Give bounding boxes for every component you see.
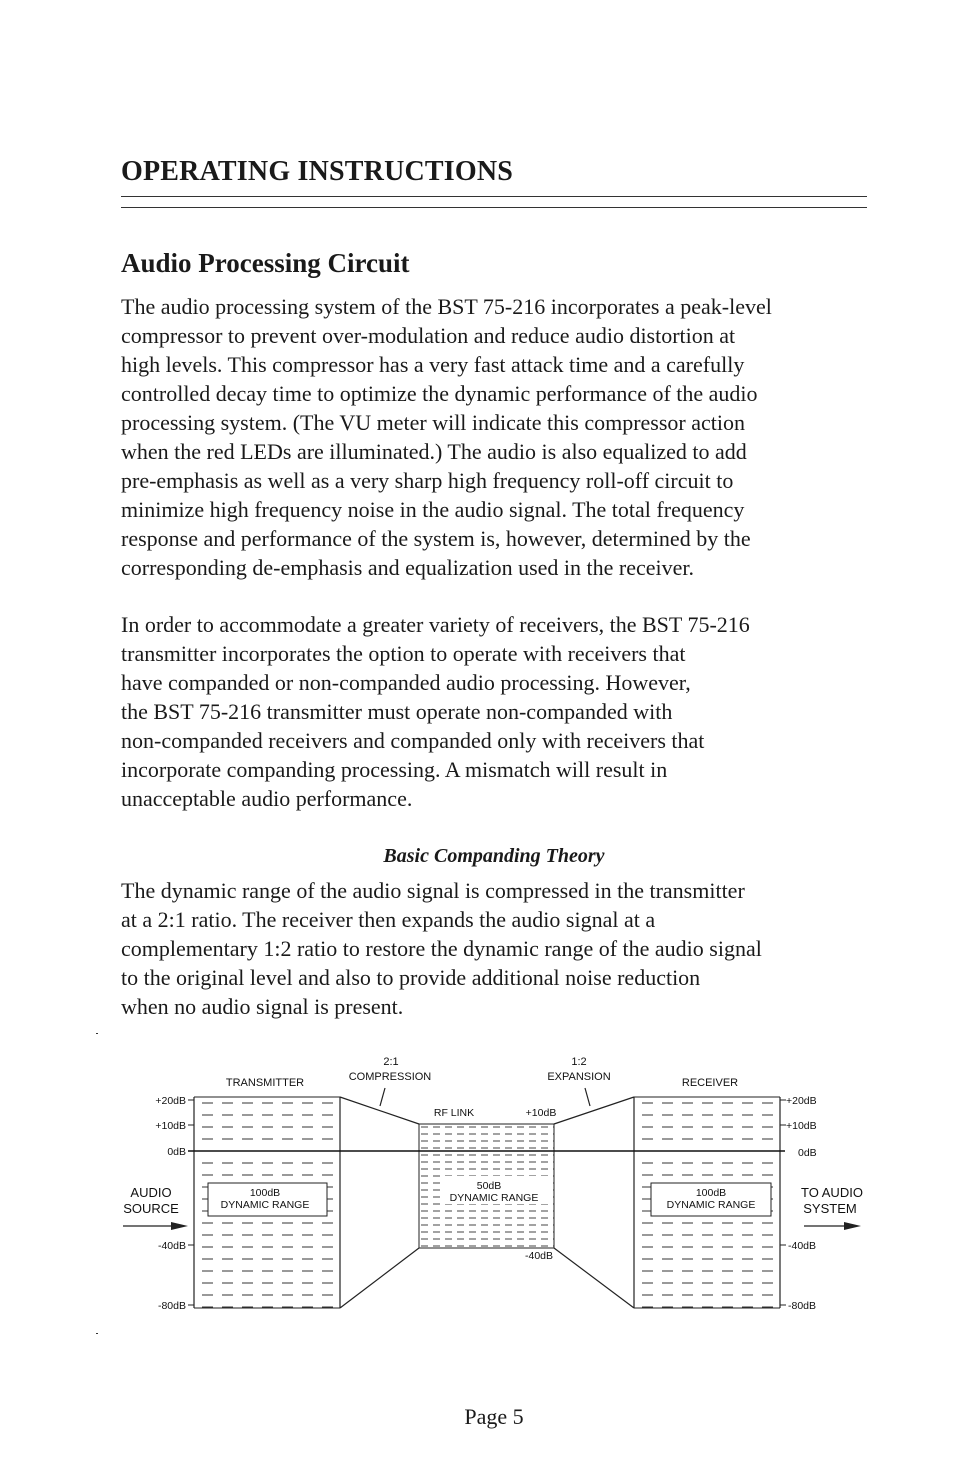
- paragraph-companding-options: [121, 610, 871, 813]
- arrow-right-icon: [171, 1222, 188, 1230]
- rx-range-label: DYNAMIC RANGE: [666, 1199, 756, 1211]
- text-line: incorporate companding processing. A mismatch will result in: [121, 757, 668, 782]
- paragraph-audio-processing: [121, 292, 871, 582]
- rf-minus40-label: -40dB: [524, 1250, 554, 1262]
- text-line: when the red LEDs are illuminated.) The audio is also equalized to add: [121, 439, 747, 464]
- theory-heading: Basic Companding Theory: [383, 845, 605, 867]
- page-title: OPERATING INSTRUCTIONS: [121, 156, 514, 187]
- to-audio-label: TO AUDIO: [801, 1185, 863, 1200]
- right-level-label: +10dB: [786, 1120, 817, 1132]
- expansion-pointer: [585, 1088, 590, 1106]
- title-rule-bottom: [121, 207, 867, 208]
- text-line: non-companded receivers and companded only with receivers that: [121, 728, 705, 753]
- compression-bottom-line: [340, 1248, 419, 1308]
- text-line: controlled decay time to optimize the dynamic performance of the audio: [121, 381, 758, 406]
- audio-source-label: SOURCE: [123, 1201, 179, 1216]
- text-line: minimize high frequency noise in the audio signal. The total frequency: [121, 497, 745, 522]
- transmitter-label: TRANSMITTER: [225, 1077, 305, 1089]
- rf-link-label: RF LINK: [433, 1107, 475, 1119]
- text-line: high levels. This compressor has a very fast attack time and a carefully: [121, 352, 745, 377]
- text-line: The dynamic range of the audio signal is compressed in the transmitter: [121, 878, 745, 903]
- rf-range-label: DYNAMIC RANGE: [449, 1192, 539, 1204]
- text-line: The audio processing system of the BST 75-216 incorporates a peak-level: [121, 294, 772, 319]
- left-level-label: +20dB: [155, 1095, 186, 1107]
- text-line: pre-emphasis as well as a very sharp high frequency roll-off circuit to: [121, 468, 734, 493]
- rx-range-value: 100dB: [695, 1187, 727, 1199]
- section-heading: Audio Processing Circuit: [121, 248, 410, 278]
- compression-label: COMPRESSION: [348, 1071, 432, 1083]
- tx-range-value: 100dB: [249, 1187, 281, 1199]
- expansion-label: EXPANSION: [547, 1071, 611, 1083]
- right-level-label: -40dB: [788, 1240, 817, 1252]
- left-level-label: -40dB: [157, 1240, 186, 1252]
- text-line: at a 2:1 ratio. The receiver then expands the audio signal at a: [121, 907, 656, 932]
- text-line: have companded or non-companded audio processing. However,: [121, 670, 691, 695]
- text-line: compressor to prevent over-modulation and reduce audio distortion at: [121, 323, 736, 348]
- left-level-label: +10dB: [155, 1120, 186, 1132]
- title-rule-top: [121, 196, 867, 197]
- expansion-bottom-line: [554, 1248, 634, 1308]
- text-line: unacceptable audio performance.: [121, 786, 413, 811]
- text-line: corresponding de-emphasis and equalization used in the receiver.: [121, 555, 695, 580]
- tx-range-label: DYNAMIC RANGE: [220, 1199, 310, 1211]
- arrow-right-icon: [844, 1222, 861, 1230]
- compression-top-line: [340, 1097, 419, 1124]
- text-line: when no audio signal is present.: [121, 994, 404, 1019]
- rf-range-value: 50dB: [476, 1180, 502, 1192]
- text-line: transmitter incorporates the option to operate with receivers that: [121, 641, 686, 666]
- receiver-label: RECEIVER: [681, 1077, 739, 1089]
- text-line: response and performance of the system is, however, determined by the: [121, 526, 751, 551]
- right-level-label: +20dB: [786, 1095, 817, 1107]
- text-line: to the original level and also to provide additional noise reduction: [121, 965, 701, 990]
- text-line: complementary 1:2 ratio to restore the dynamic range of the audio signal: [121, 936, 762, 961]
- text-line: the BST 75-216 transmitter must operate non-companded with: [121, 699, 673, 724]
- compression-ratio: 2:1: [383, 1056, 399, 1068]
- text-line: In order to accommodate a greater variety of receivers, the BST 75-216: [121, 612, 750, 637]
- rf-plus10-label: +10dB: [525, 1107, 557, 1119]
- crop-mark: [96, 1333, 98, 1334]
- left-level-label: 0dB: [167, 1146, 186, 1158]
- compression-pointer: [380, 1088, 385, 1106]
- right-level-label: -80dB: [788, 1300, 817, 1312]
- audio-source-label: AUDIO: [130, 1185, 172, 1200]
- right-level-label: 0dB: [798, 1147, 817, 1159]
- paragraph-companding-theory: [121, 876, 871, 1021]
- page-number: Page 5: [464, 1404, 524, 1429]
- text-line: processing system. (The VU meter will indicate this compressor action: [121, 410, 746, 435]
- to-audio-label: SYSTEM: [803, 1201, 857, 1216]
- companding-diagram: [0, 1030, 954, 1330]
- expansion-top-line: [554, 1097, 634, 1124]
- expansion-ratio: 1:2: [571, 1056, 587, 1068]
- left-level-label: -80dB: [157, 1300, 186, 1312]
